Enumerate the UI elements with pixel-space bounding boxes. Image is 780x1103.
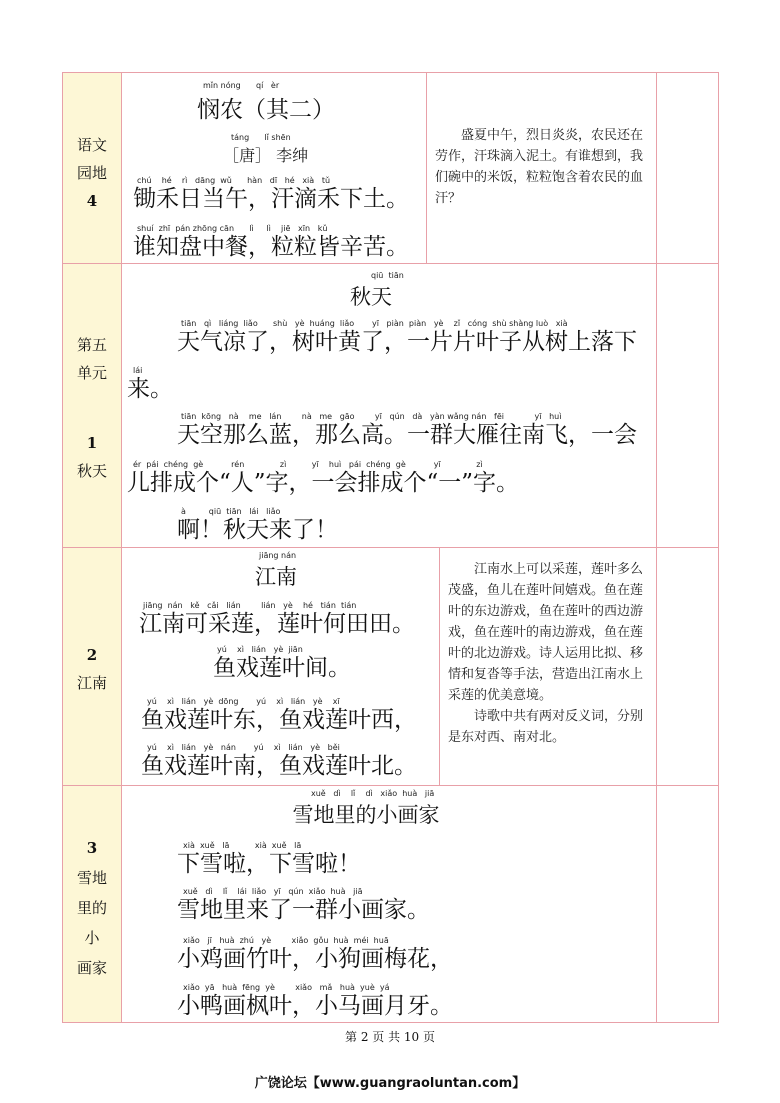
note-jiangnan: 江南水上可以采莲，莲叶多么茂盛，鱼儿在莲叶间嬉戏。鱼在莲叶的东边游戏，鱼在莲叶的西边游戏，鱼在莲叶的南边游戏，鱼在莲叶的北边游戏。诗人运用比拟、移情和复沓等手法，营造出江南水上采莲的优美意境。 诗歌中共有两对反义词，分别是东对西、南对北。 [448,562,644,745]
row3-label: 2 江南 [76,646,107,692]
unit-label: 第五 单元 [76,336,107,382]
page-number: 第 2 页 共 10 页 [345,1030,435,1044]
row1-label: 语文 园地 4 [76,136,107,210]
page-title: 悯农（其二） [197,97,335,123]
row4-label: 3 雪地 里的 小 画家 [76,839,107,977]
row2-label: 1 秋天 [76,434,107,480]
author: ［唐］ 李绅 [223,146,309,165]
site-watermark: 广饶论坛【www.guangraoluntan.com】 [254,1076,526,1091]
note-minnong: 盛夏中午，烈日炎炎，农民还在劳作，汗珠滴入泥土。有谁想到，我们碗中的米饭，粒粒饱含着农民的血汗？ [435,128,644,206]
lesson-table: 语文 园地 4 mǐn nóng qí èr 悯农（其二） táng lǐ shēn ［唐］ 李绅 chú hé rì dāng wǔ hàn dī hé xià tǔ 锄禾日当午，汗滴禾下土。 shuí zhī pán zhōng cān lì lì jiē xīn kǔ 谁知盘中餐，粒粒皆辛苦。 盛夏中午，烈日炎炎，农民还在劳作，汗珠滴入泥土。有谁想到，我们碗中的米饭，粒粒饱含着农民的血汗？ 第五 单元 1 秋天 qiū tiān 秋天 tiān qì liáng liǎo shù yè huáng liǎo yī piàn piàn yè zǐ cóng shù shàng luò xià 天气凉了，树叶黄了，一片片叶子从树上落下 lái 来。 tiān kōng nà me lán nà me gāo yī qún dà yàn wǎng nán fēi yī huì 天空那么蓝，那么高。一群大雁往南飞，一会 ér pái chéng gè rén zì yī huì pái chéng gè yī zì 儿排成个“人”字，一会排成个“一”字。 à qiū tiān lái liǎo 啊！秋天来了！ 2 江南 jiāng nán 江南 jiāng nán kě cǎi lián lián yè hé tián tián 江南可采莲，莲叶何田田。 yú xì lián yè jiān 鱼戏莲叶间。 yú xì lián yè dōng yú xì lián yè xī 鱼戏莲叶东，鱼戏莲叶西， yú xì lián yè nán yú xì lián yè běi 鱼戏莲叶南，鱼戏莲叶北。 江南水上可以采莲，莲叶多么茂盛，鱼儿在莲叶间嬉戏。鱼在莲叶的东边游戏，鱼在莲叶的西边游戏，鱼在莲叶的南边游戏，鱼在莲叶的北边游戏。诗人运用比拟、移情和复沓等手法，营造出江南水上采莲的优美意境。 诗歌中共有两对反义词，分别是东对西、南对北。 3 雪地 里的 小 画家 xuě dì lǐ dì xiǎo huà jiā 雪地里的小画家 xià xuě lā xià xuě lā 下雪啦，下雪啦！ xuě dì lǐ lái liǎo yī qún xiǎo huà jiā 雪地里来了一群小画家。 xiǎo jī huà zhú yè xiǎo gǒu huà méi huā 小鸡画竹叶，小狗画梅花， xiǎo yā huà fēng yè xiǎo mǎ huà yuè yá 小鸭画枫叶，小马画月牙。 [62,72,719,1023]
